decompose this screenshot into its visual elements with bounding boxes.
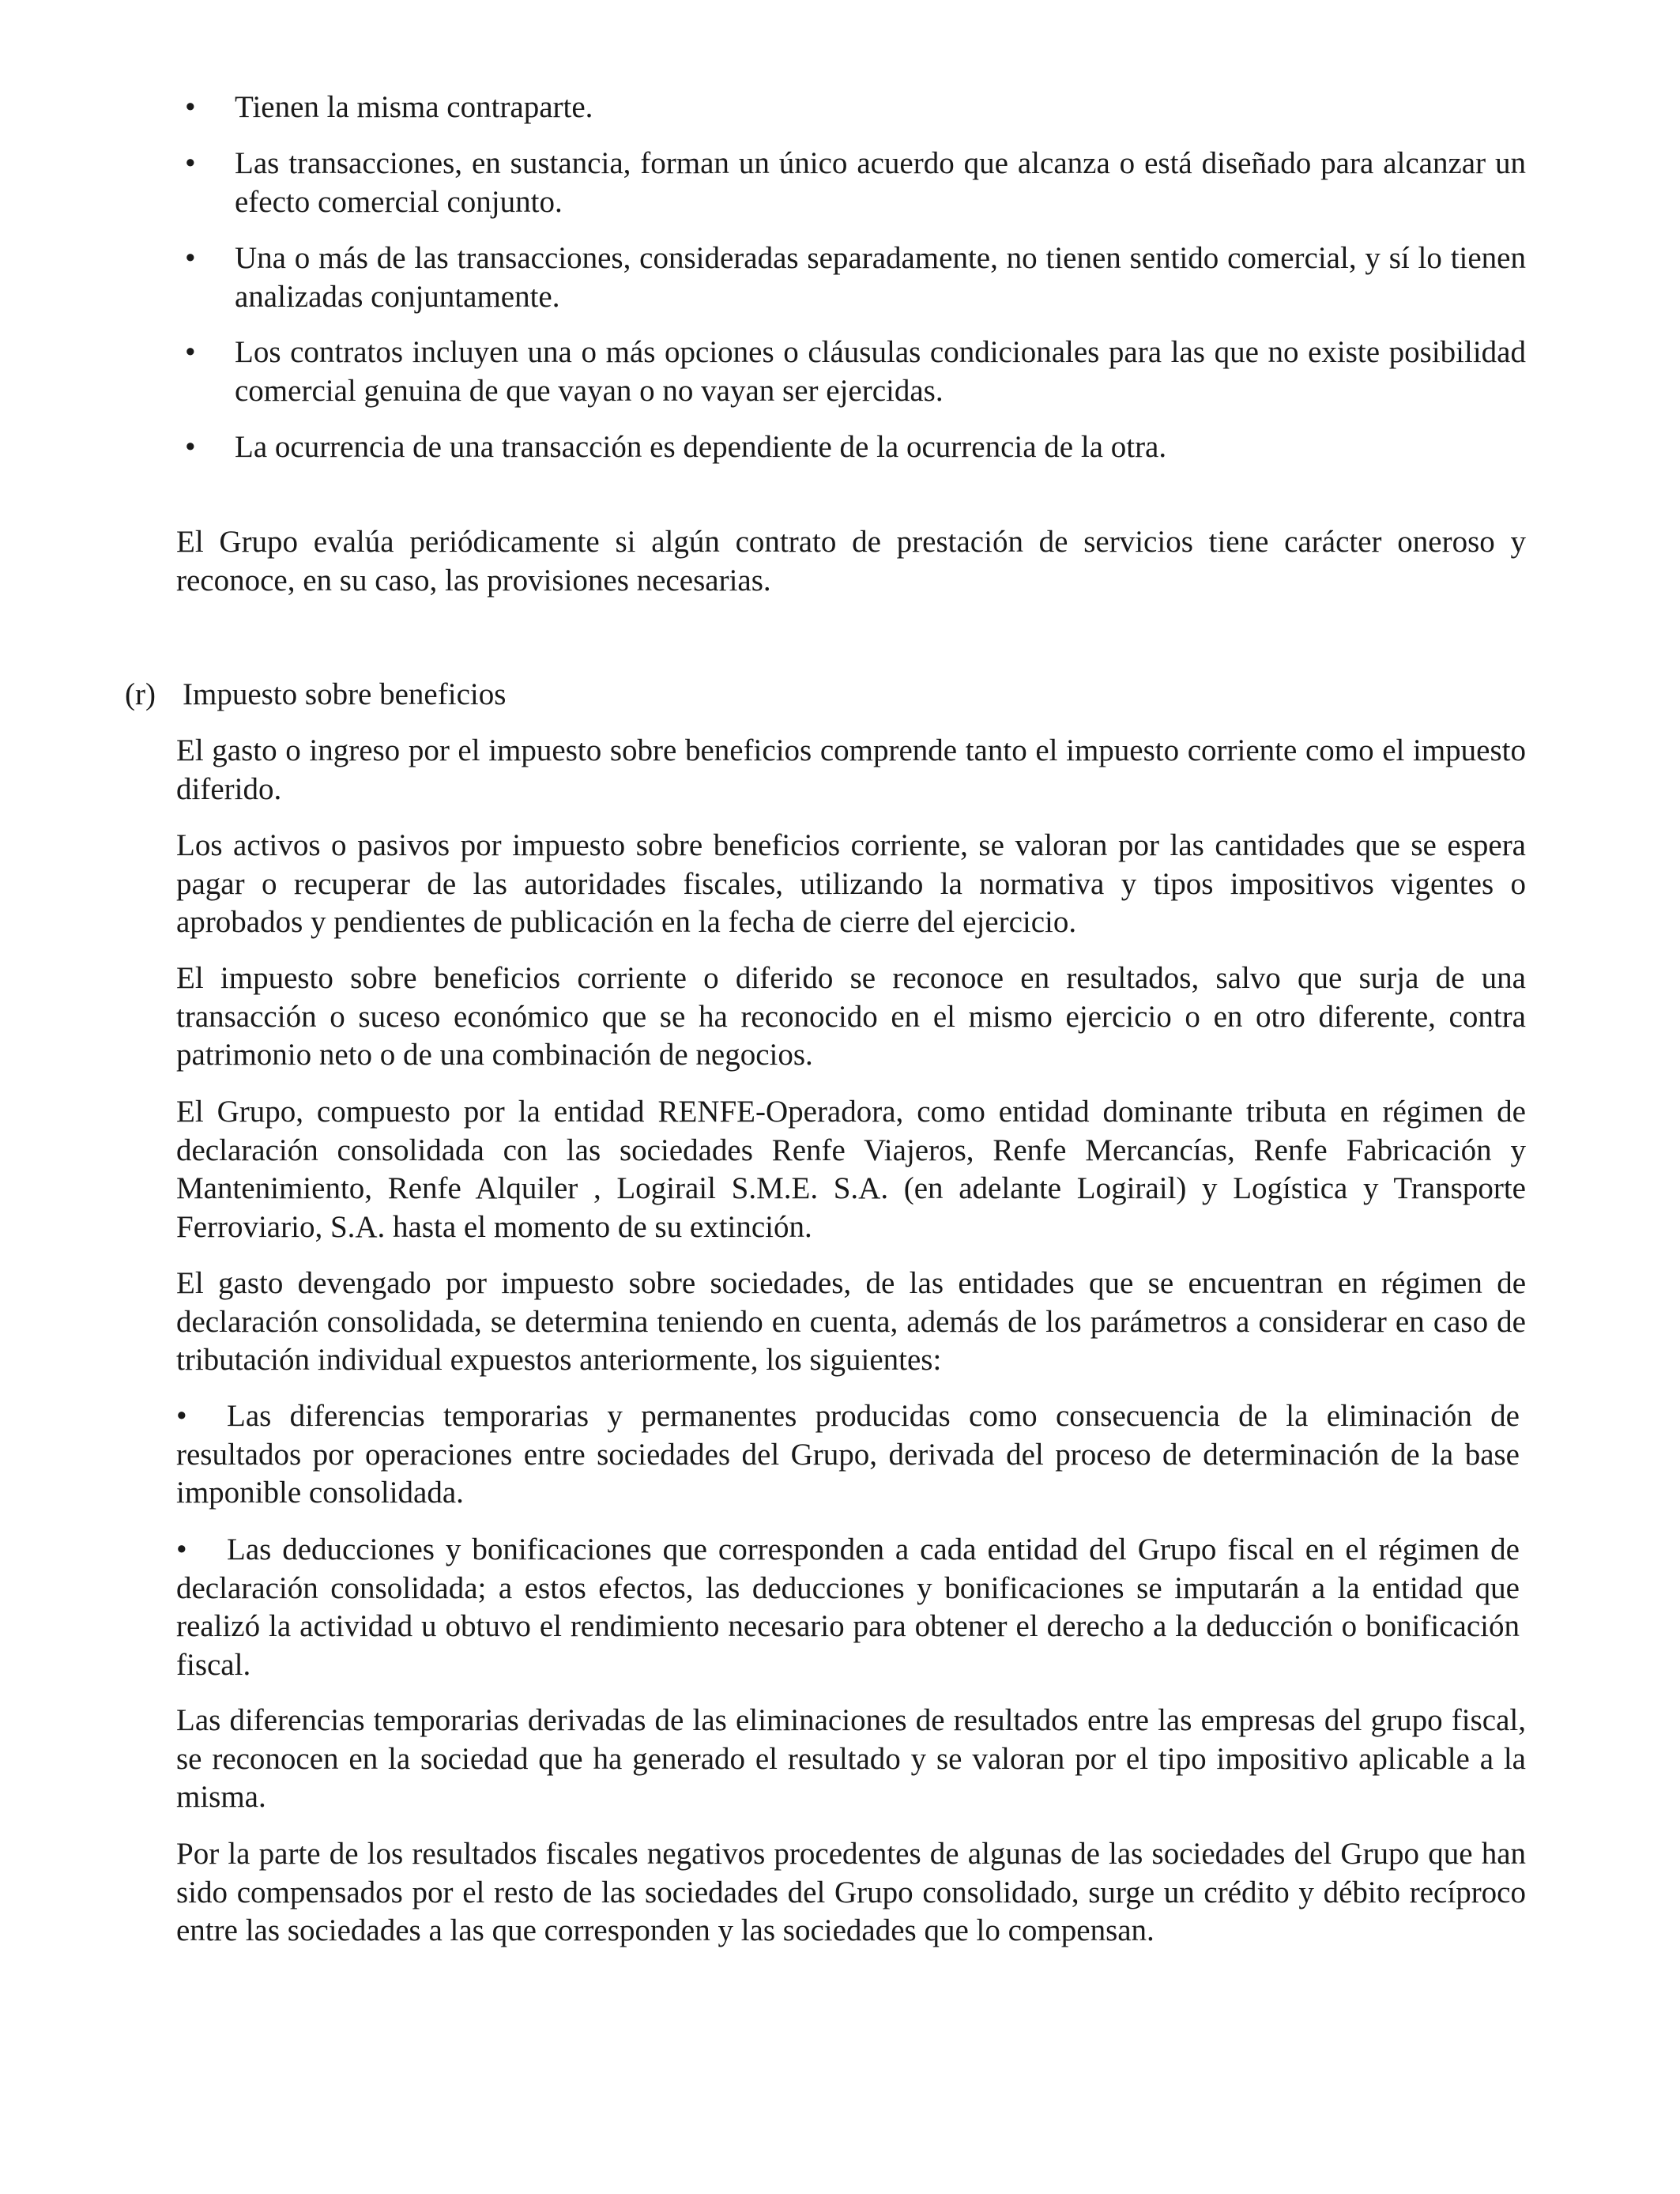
closing-paragraph-2: Por la parte de los resultados fiscales negativos procedentes de algunas de las sociedades del Grupo que han sido compensados por el resto de las sociedades del Grupo consolidado, surge un crédito y débito recíproco entre las sociedades a las que corresponden y las sociedades que lo compensan. xyxy=(176,1837,1526,1947)
top-bullet-4: Los contratos incluyen una o más opciones o cláusulas condicionales para las que no existe posibilidad comercial genuina de que vayan o no vayan ser ejercidas. xyxy=(235,335,1526,408)
closing-paragraph-1: Las diferencias temporarias derivadas de las eliminaciones de resultados entre las empresas del grupo fiscal, se reconocen en la sociedad que ha generado el resultado y se valoran por el tipo impositivo aplicable a la misma. xyxy=(176,1703,1526,1814)
section-letter: (r) xyxy=(125,677,156,711)
paragraph-4: El Grupo, compuesto por la entidad RENFE-Operadora, como entidad dominante tributa en régimen de declaración consolidada con las sociedades Renfe Viajeros, Renfe Mercancías, Renfe Fabricación y Mantenimiento, Renfe Alquiler , Logirail S.M.E. S.A. (en adelante Logirail) y Logística y Transporte Ferroviario, S.A. hasta el momento de su extinción. xyxy=(176,1095,1526,1244)
inner-bullet-2: • Las deducciones y bonificaciones que corresponden a cada entidad del Grupo fiscal en el régimen de declaración consolidada; a estos efectos, las deducciones y bonificaciones se imputarán a la entidad que realizó la actividad u obtuvo el rendimiento necesario para obtener el derecho a la deducción o bonificación fiscal. xyxy=(176,1532,1520,1682)
bullet-marker: • xyxy=(185,430,196,464)
paragraph-5: El gasto devengado por impuesto sobre sociedades, de las entidades que se encuentran en régimen de declaración consolidada, se determina teniendo en cuenta, además de los parámetros a considerar en caso de tributación individual expuestos anteriormente, los siguientes: xyxy=(176,1266,1526,1377)
inner-bullet-1: • Las diferencias temporarias y permanentes producidas como consecuencia de la eliminación de resultados por operaciones entre sociedades del Grupo, derivada del proceso de determinación de la base imponible consolidada. xyxy=(176,1399,1520,1510)
bullet-marker: • xyxy=(176,1532,187,1566)
bullet-marker: • xyxy=(185,90,196,124)
bullet-marker: • xyxy=(185,335,196,369)
top-bullet-1: Tienen la misma contraparte. xyxy=(235,90,593,124)
top-bullet-5: La ocurrencia de una transacción es dependiente de la ocurrencia de la otra. xyxy=(235,430,1167,464)
bullet-marker: • xyxy=(185,241,196,275)
section-title: Impuesto sobre beneficios xyxy=(183,677,507,711)
paragraph-3: El impuesto sobre beneficios corriente o diferido se reconoce en resultados, salvo que surja de una transacción o suceso económico que se ha reconocido en el mismo ejercicio o en otro diferente, contra patrimonio neto o de una combinación de negocios. xyxy=(176,961,1526,1072)
bullet-marker: • xyxy=(176,1399,187,1433)
top-bullet-3: Una o más de las transacciones, consideradas separadamente, no tienen sentido comercial, y sí lo tienen analizadas conjuntamente. xyxy=(235,241,1526,314)
paragraph-2: Los activos o pasivos por impuesto sobre beneficios corriente, se valoran por las cantidades que se espera pagar o recuperar de las autoridades fiscales, utilizando la normativa y tipos impositivos vigentes o aprobados y pendientes de publicación en la fecha de cierre del ejercicio. xyxy=(176,828,1526,939)
paragraph-onerous: El Grupo evalúa periódicamente si algún contrato de prestación de servicios tiene carácter oneroso y reconoce, en su caso, las provisiones necesarias. xyxy=(176,525,1526,598)
top-bullet-2: Las transacciones, en sustancia, forman un único acuerdo que alcanza o está diseñado para alcanzar un efecto comercial conjunto. xyxy=(235,146,1526,219)
bullet-marker: • xyxy=(185,146,196,180)
paragraph-1: El gasto o ingreso por el impuesto sobre beneficios comprende tanto el impuesto corriente como el impuesto diferido. xyxy=(176,733,1526,806)
